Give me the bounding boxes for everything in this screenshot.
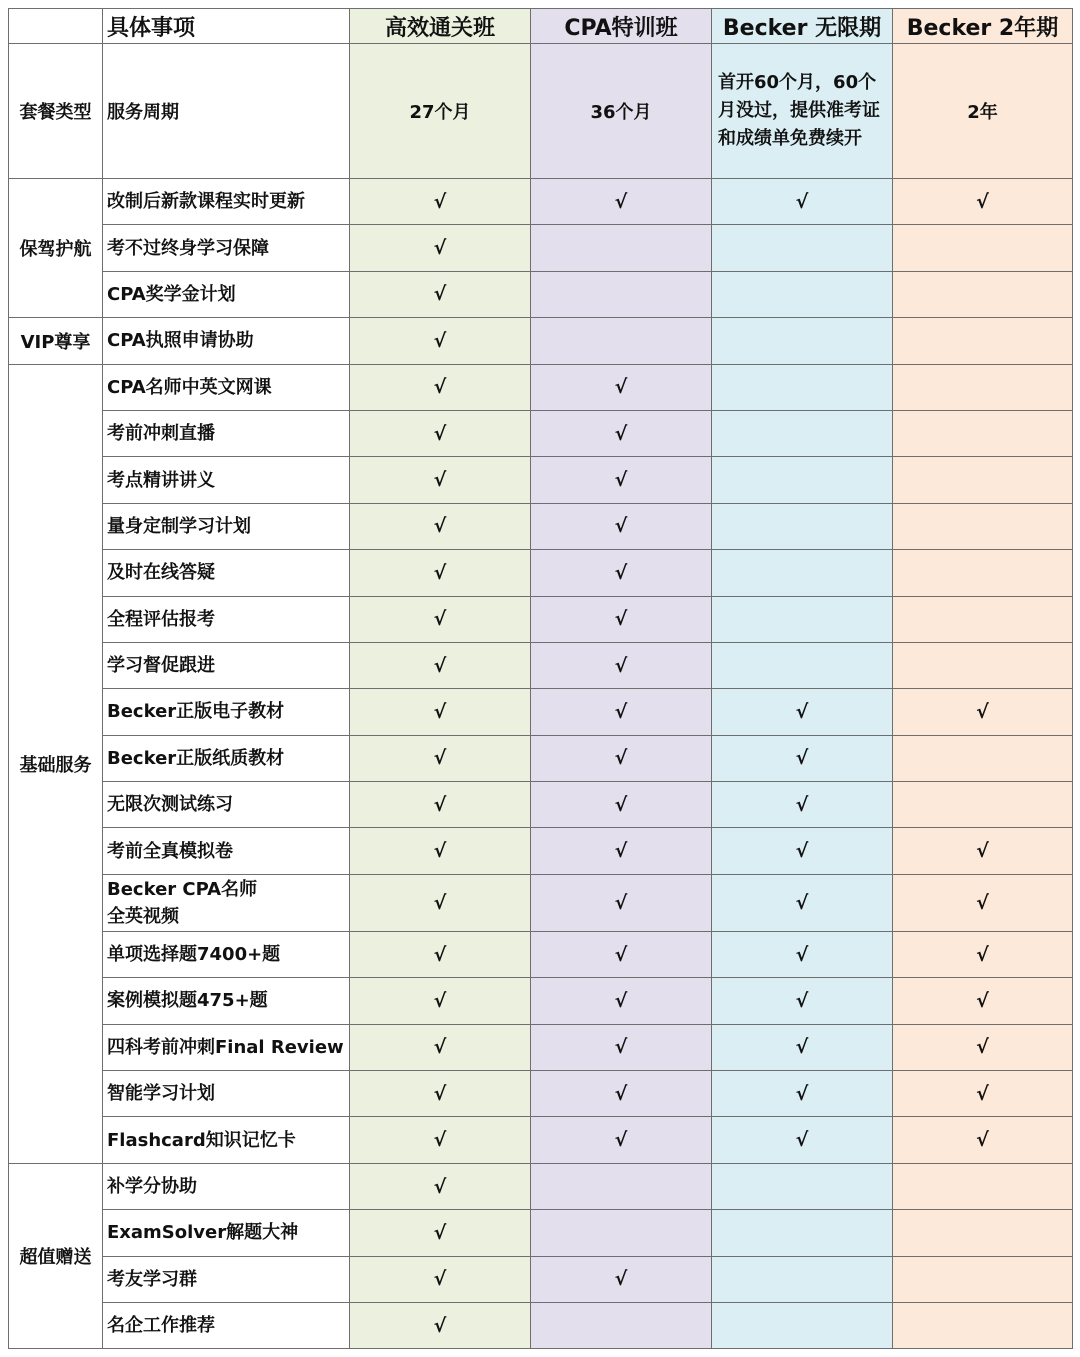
check-mark-cell: √ [531, 978, 712, 1024]
check-mark-cell: √ [893, 931, 1073, 977]
header-row [9, 9, 1073, 44]
empty-cell [712, 1210, 893, 1256]
empty-cell [712, 1302, 893, 1348]
empty-cell [712, 457, 893, 503]
feature-label: 智能学习计划 [103, 1071, 350, 1117]
check-mark-cell: √ [350, 689, 531, 735]
check-mark-cell: √ [531, 550, 712, 596]
table-row [9, 410, 1073, 456]
empty-cell [712, 225, 893, 271]
table-row [9, 457, 1073, 503]
feature-label: 改制后新款课程实时更新 [103, 179, 350, 225]
check-mark-cell: √ [531, 364, 712, 410]
empty-cell [893, 318, 1073, 364]
check-mark-cell: √ [350, 1210, 531, 1256]
check-mark-cell: √ [712, 179, 893, 225]
feature-label: 四科考前冲刺Final Review [103, 1024, 350, 1070]
empty-cell [893, 550, 1073, 596]
check-mark-cell: √ [350, 364, 531, 410]
table-row [9, 1071, 1073, 1117]
empty-cell [712, 503, 893, 549]
table-row [9, 1117, 1073, 1163]
check-mark-cell: √ [712, 874, 893, 931]
header-plan-4: Becker 2年期 [893, 9, 1073, 44]
feature-label: CPA执照申请协助 [103, 318, 350, 364]
table-row [9, 596, 1073, 642]
check-mark-cell: √ [531, 828, 712, 874]
feature-label: 全程评估报考 [103, 596, 350, 642]
table-row [9, 271, 1073, 317]
category-cell: VIP尊享 [9, 318, 103, 364]
empty-cell [893, 410, 1073, 456]
empty-cell [712, 410, 893, 456]
feature-label: 无限次测试练习 [103, 782, 350, 828]
empty-cell [531, 1210, 712, 1256]
check-mark-cell: √ [531, 1256, 712, 1302]
check-mark-cell: √ [893, 179, 1073, 225]
table-row [9, 782, 1073, 828]
check-mark-cell: √ [893, 978, 1073, 1024]
period-row [9, 44, 1073, 179]
table-row [9, 1256, 1073, 1302]
empty-cell [531, 318, 712, 364]
period-value-1: 27个月 [350, 44, 531, 179]
feature-label: 案例模拟题475+题 [103, 978, 350, 1024]
check-mark-cell: √ [350, 1163, 531, 1209]
empty-cell [531, 1163, 712, 1209]
empty-cell [893, 503, 1073, 549]
table-row [9, 318, 1073, 364]
table-row [9, 874, 1073, 931]
empty-cell [893, 735, 1073, 781]
check-mark-cell: √ [893, 1117, 1073, 1163]
check-mark-cell: √ [531, 410, 712, 456]
header-plan-3: Becker 无限期 [712, 9, 893, 44]
table-row [9, 828, 1073, 874]
empty-cell [893, 364, 1073, 410]
check-mark-cell: √ [350, 271, 531, 317]
feature-label: Becker正版电子教材 [103, 689, 350, 735]
check-mark-cell: √ [531, 457, 712, 503]
check-mark-cell: √ [531, 596, 712, 642]
check-mark-cell: √ [712, 1117, 893, 1163]
table-row [9, 550, 1073, 596]
feature-label: Flashcard知识记忆卡 [103, 1117, 350, 1163]
empty-cell [893, 596, 1073, 642]
empty-cell [531, 1302, 712, 1348]
check-mark-cell: √ [350, 410, 531, 456]
category-cell: 超值赠送 [9, 1163, 103, 1349]
feature-label: 考前冲刺直播 [103, 410, 350, 456]
empty-cell [893, 1163, 1073, 1209]
check-mark-cell: √ [350, 225, 531, 271]
feature-label: CPA奖学金计划 [103, 271, 350, 317]
table-row [9, 364, 1073, 410]
check-mark-cell: √ [712, 828, 893, 874]
empty-cell [893, 1302, 1073, 1348]
empty-cell [893, 642, 1073, 688]
table-row [9, 978, 1073, 1024]
comparison-table-container [8, 8, 1073, 1349]
header-plan-1: 高效通关班 [350, 9, 531, 44]
feature-label: CPA名师中英文网课 [103, 364, 350, 410]
plan-comparison-table [8, 8, 1073, 1349]
table-row [9, 503, 1073, 549]
feature-label: 及时在线答疑 [103, 550, 350, 596]
check-mark-cell: √ [350, 1302, 531, 1348]
empty-cell [893, 782, 1073, 828]
table-row [9, 689, 1073, 735]
check-mark-cell: √ [350, 318, 531, 364]
period-label: 服务周期 [103, 44, 350, 179]
check-mark-cell: √ [350, 457, 531, 503]
check-mark-cell: √ [893, 828, 1073, 874]
check-mark-cell: √ [893, 1024, 1073, 1070]
empty-cell [712, 596, 893, 642]
check-mark-cell: √ [712, 978, 893, 1024]
check-mark-cell: √ [531, 1024, 712, 1070]
feature-label: 单项选择题7400+题 [103, 931, 350, 977]
check-mark-cell: √ [350, 1071, 531, 1117]
table-row [9, 735, 1073, 781]
table-row [9, 179, 1073, 225]
check-mark-cell: √ [350, 642, 531, 688]
check-mark-cell: √ [531, 1071, 712, 1117]
feature-label: ExamSolver解题大神 [103, 1210, 350, 1256]
empty-cell [712, 1256, 893, 1302]
check-mark-cell: √ [350, 1117, 531, 1163]
empty-cell [712, 1163, 893, 1209]
feature-label: 量身定制学习计划 [103, 503, 350, 549]
table-row [9, 225, 1073, 271]
period-value-4: 2年 [893, 44, 1073, 179]
check-mark-cell: √ [531, 642, 712, 688]
check-mark-cell: √ [893, 874, 1073, 931]
check-mark-cell: √ [893, 1071, 1073, 1117]
check-mark-cell: √ [350, 931, 531, 977]
category-cell: 套餐类型 [9, 44, 103, 179]
feature-label: 考点精讲讲义 [103, 457, 350, 503]
check-mark-cell: √ [712, 931, 893, 977]
empty-cell [712, 550, 893, 596]
header-item-column: 具体事项 [103, 9, 350, 44]
check-mark-cell: √ [350, 978, 531, 1024]
check-mark-cell: √ [893, 689, 1073, 735]
empty-cell [712, 318, 893, 364]
check-mark-cell: √ [531, 874, 712, 931]
check-mark-cell: √ [350, 874, 531, 931]
feature-label: Becker正版纸质教材 [103, 735, 350, 781]
feature-label: 学习督促跟进 [103, 642, 350, 688]
table-row [9, 1024, 1073, 1070]
check-mark-cell: √ [350, 179, 531, 225]
period-value-2: 36个月 [531, 44, 712, 179]
empty-cell [531, 225, 712, 271]
table-row [9, 1210, 1073, 1256]
check-mark-cell: √ [531, 179, 712, 225]
feature-label: 考前全真模拟卷 [103, 828, 350, 874]
category-cell: 保驾护航 [9, 179, 103, 318]
check-mark-cell: √ [350, 596, 531, 642]
check-mark-cell: √ [712, 1024, 893, 1070]
check-mark-cell: √ [712, 782, 893, 828]
table-row [9, 931, 1073, 977]
check-mark-cell: √ [531, 782, 712, 828]
check-mark-cell: √ [350, 503, 531, 549]
empty-cell [712, 271, 893, 317]
check-mark-cell: √ [531, 1117, 712, 1163]
empty-cell [893, 225, 1073, 271]
feature-label: Becker CPA名师 全英视频 [103, 874, 350, 931]
feature-label: 考友学习群 [103, 1256, 350, 1302]
check-mark-cell: √ [712, 735, 893, 781]
empty-cell [712, 642, 893, 688]
check-mark-cell: √ [350, 782, 531, 828]
period-value-3: 首开60个月，60个月没过，提供准考证和成绩单免费续开 [712, 44, 893, 179]
check-mark-cell: √ [350, 828, 531, 874]
header-plan-2: CPA特训班 [531, 9, 712, 44]
feature-label: 名企工作推荐 [103, 1302, 350, 1348]
empty-cell [893, 1210, 1073, 1256]
header-blank-cell [9, 9, 103, 44]
empty-cell [893, 457, 1073, 503]
check-mark-cell: √ [350, 1024, 531, 1070]
check-mark-cell: √ [712, 689, 893, 735]
feature-label: 补学分协助 [103, 1163, 350, 1209]
check-mark-cell: √ [531, 689, 712, 735]
table-row [9, 642, 1073, 688]
empty-cell [712, 364, 893, 410]
category-cell: 基础服务 [9, 364, 103, 1163]
empty-cell [893, 271, 1073, 317]
check-mark-cell: √ [531, 931, 712, 977]
check-mark-cell: √ [712, 1071, 893, 1117]
table-row [9, 1163, 1073, 1209]
empty-cell [893, 1256, 1073, 1302]
check-mark-cell: √ [350, 735, 531, 781]
check-mark-cell: √ [350, 1256, 531, 1302]
check-mark-cell: √ [531, 735, 712, 781]
check-mark-cell: √ [531, 503, 712, 549]
feature-label: 考不过终身学习保障 [103, 225, 350, 271]
empty-cell [531, 271, 712, 317]
check-mark-cell: √ [350, 550, 531, 596]
table-row [9, 1302, 1073, 1348]
